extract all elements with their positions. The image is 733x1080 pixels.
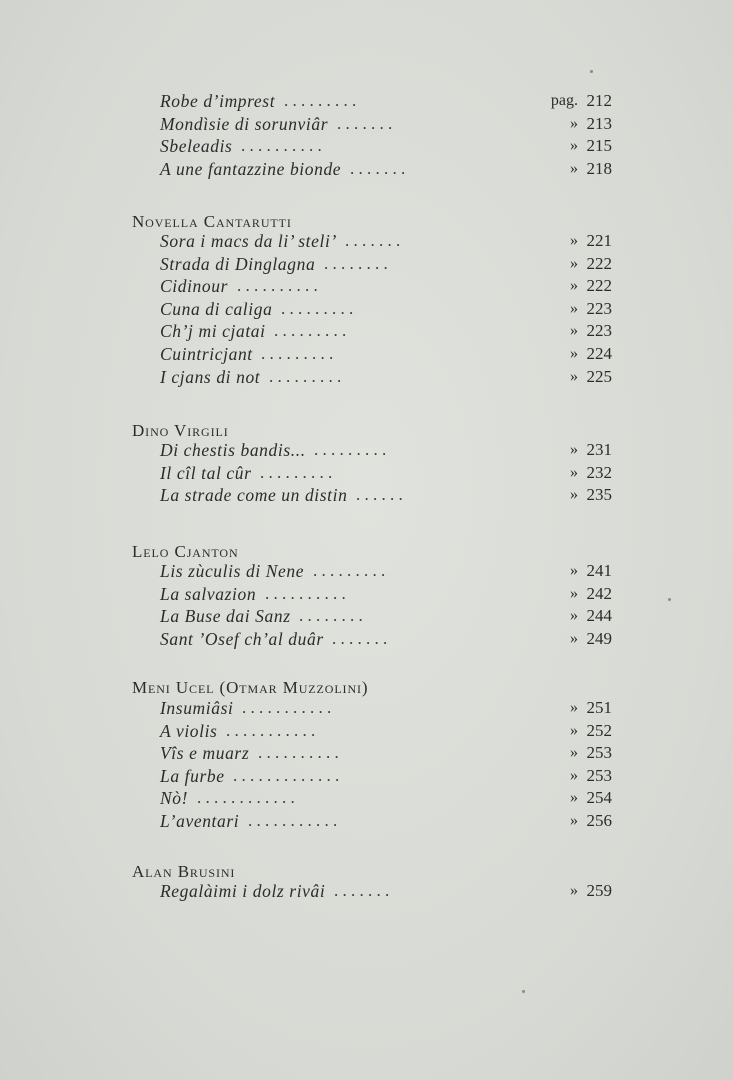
entry-title: Sora i macs da li’ steli’ — [160, 231, 337, 251]
page-marker: » — [570, 789, 578, 807]
page-number: 253 — [586, 743, 612, 763]
entry-title: Sbeleadis — [160, 136, 233, 157]
dot-leader: . . . . . . . . . . — [258, 743, 339, 763]
author-heading: Lelo Cjanton — [132, 542, 239, 561]
page-number: 221 — [586, 231, 612, 250]
entry-title: Di chestis bandis... — [160, 440, 306, 460]
toc-entry — [160, 880, 612, 903]
page-number: 222 — [586, 276, 612, 296]
dot-leader: . . . . . . . . . . . — [226, 720, 316, 740]
entry-title: Lis zùculis di Nene — [160, 561, 305, 581]
page-marker: » — [570, 345, 578, 362]
page-number: 235 — [586, 485, 612, 505]
author-heading: Alan Brusini — [132, 862, 236, 881]
page-marker: » — [570, 882, 578, 899]
page-number: 223 — [586, 298, 612, 318]
page-marker: » — [570, 299, 578, 317]
page-number: 213 — [586, 113, 612, 133]
entry-title: La furbe — [160, 765, 225, 786]
toc-entry — [160, 158, 612, 181]
toc-entry — [160, 343, 612, 366]
dot-leader: . . . . . . . — [332, 628, 388, 648]
page-number: 231 — [586, 440, 612, 459]
dot-leader: . . . . . . . . . . . — [248, 811, 338, 830]
page-marker: » — [570, 812, 578, 829]
page-number: 254 — [586, 788, 612, 808]
page-marker: » — [570, 254, 578, 272]
toc-entry — [160, 90, 612, 113]
page-marker: » — [570, 699, 578, 716]
entry-title: La salvazion — [160, 583, 257, 604]
author-heading: Meni Ucel (Otmar Muzzolini) — [132, 678, 369, 697]
dot-leader: . . . . . . . . . — [269, 366, 342, 386]
dot-leader: . . . . . . . . . — [261, 344, 334, 363]
entry-title: Nò! — [160, 788, 189, 809]
entry-title: Regalàimi i dolz rivâi — [160, 881, 326, 901]
entry-title: La strade come un distin — [160, 485, 348, 506]
dot-leader: . . . . . . . — [337, 113, 393, 133]
page-number: 251 — [586, 698, 612, 717]
toc-entry — [160, 113, 612, 136]
entry-title: Strada di Dinglagna — [160, 253, 316, 274]
page-number: 218 — [586, 158, 612, 178]
page-marker: pag. — [550, 92, 578, 109]
page-marker: » — [570, 463, 578, 481]
dot-leader: . . . . . . . — [350, 158, 406, 178]
page-number: 249 — [586, 628, 612, 648]
entry-title: Cuintricjant — [160, 344, 253, 364]
page-marker: » — [570, 277, 578, 295]
toc-entry — [160, 720, 612, 743]
page-marker: » — [570, 322, 578, 340]
page-number: 215 — [586, 136, 612, 156]
dot-leader: . . . . . . . . . — [281, 298, 354, 318]
toc-entry — [160, 298, 612, 321]
dot-leader: . . . . . . . . . . . . — [197, 788, 295, 808]
entry-title: La Buse dai Sanz — [160, 606, 291, 627]
page-number: 223 — [586, 321, 612, 341]
page-number: 256 — [586, 811, 612, 830]
toc-entry — [160, 605, 612, 628]
dot-leader: . . . . . . . . . . . — [242, 698, 332, 717]
dot-leader: . . . . . . . . . — [313, 561, 386, 580]
dot-leader: . . . . . . . . . — [314, 440, 387, 459]
page-marker: » — [570, 766, 578, 784]
dot-leader: . . . . . . . . . — [274, 321, 347, 341]
toc-entry — [160, 320, 612, 343]
dot-leader: . . . . . . . . . — [284, 91, 357, 110]
entry-title: A violis — [160, 720, 218, 741]
entry-title: Cidinour — [160, 276, 229, 297]
dot-leader: . . . . . . . — [345, 231, 401, 250]
dot-leader: . . . . . . . . . — [260, 462, 333, 482]
entry-title: Vîs e muarz — [160, 743, 250, 764]
page-marker: » — [570, 721, 578, 739]
entry-title: Sant ’Osef ch’al duâr — [160, 628, 324, 649]
page-marker: » — [570, 367, 578, 385]
toc-entry — [160, 275, 612, 298]
page-marker: » — [570, 114, 578, 132]
page-number: 212 — [586, 91, 612, 110]
paper-speck — [522, 990, 525, 993]
paper-speck — [590, 70, 593, 73]
page-marker: » — [570, 232, 578, 249]
dot-leader: . . . . . . — [356, 485, 403, 505]
entry-title: Mondìsie di sorunviâr — [160, 113, 329, 134]
entry-title: Il cîl tal cûr — [160, 462, 252, 483]
page-number: 222 — [586, 253, 612, 273]
dot-leader: . . . . . . . . . . — [241, 136, 322, 156]
author-heading: Novella Cantarutti — [132, 212, 292, 231]
entry-title: Insumiâsi — [160, 698, 234, 718]
page-marker: » — [570, 584, 578, 602]
paper-speck — [668, 598, 671, 601]
entry-title: I cjans di not — [160, 366, 261, 387]
toc-entry — [160, 366, 612, 389]
page-marker: » — [570, 159, 578, 177]
entry-title: A une fantazzine bionde — [160, 158, 342, 179]
page-marker: » — [570, 607, 578, 625]
toc-entry — [160, 628, 612, 651]
page-marker: » — [570, 441, 578, 458]
dot-leader: . . . . . . . . — [299, 606, 363, 626]
author-heading: Dino Virgili — [132, 421, 229, 440]
page-number: 253 — [586, 765, 612, 785]
page-number: 242 — [586, 583, 612, 603]
entry-title: Cuna di caliga — [160, 298, 273, 319]
toc-entry — [160, 742, 612, 765]
dot-leader: . . . . . . . . . . — [265, 583, 346, 603]
toc-entry — [160, 135, 612, 158]
entry-title: Robe d’imprest — [160, 91, 276, 111]
toc-entry — [160, 253, 612, 276]
page-number: 252 — [586, 720, 612, 740]
dot-leader: . . . . . . . . . . — [237, 276, 318, 296]
toc-entry — [160, 560, 612, 583]
toc-entry — [160, 462, 612, 485]
toc-entry — [160, 583, 612, 606]
toc-entry — [160, 697, 612, 720]
page-number: 225 — [586, 366, 612, 386]
page-marker: » — [570, 629, 578, 647]
toc-entry — [160, 765, 612, 788]
toc-entry — [160, 439, 612, 462]
toc-entry — [160, 230, 612, 253]
page-number: 241 — [586, 561, 612, 580]
page-marker: » — [570, 486, 578, 504]
toc-entry — [160, 810, 612, 833]
entry-title: Ch’j mi cjatai — [160, 321, 266, 342]
page-number: 259 — [586, 881, 612, 900]
dot-leader: . . . . . . . — [334, 881, 390, 900]
toc-entry — [160, 484, 612, 507]
dot-leader: . . . . . . . . . . . . . — [233, 765, 340, 785]
page-marker: » — [570, 137, 578, 155]
page-number: 232 — [586, 462, 612, 482]
page-number: 244 — [586, 606, 612, 626]
entry-title: L’aventari — [160, 811, 240, 831]
page-number: 224 — [586, 344, 612, 363]
toc-entry — [160, 787, 612, 810]
dot-leader: . . . . . . . . — [324, 253, 388, 273]
page-marker: » — [570, 744, 578, 762]
page-marker: » — [570, 562, 578, 579]
